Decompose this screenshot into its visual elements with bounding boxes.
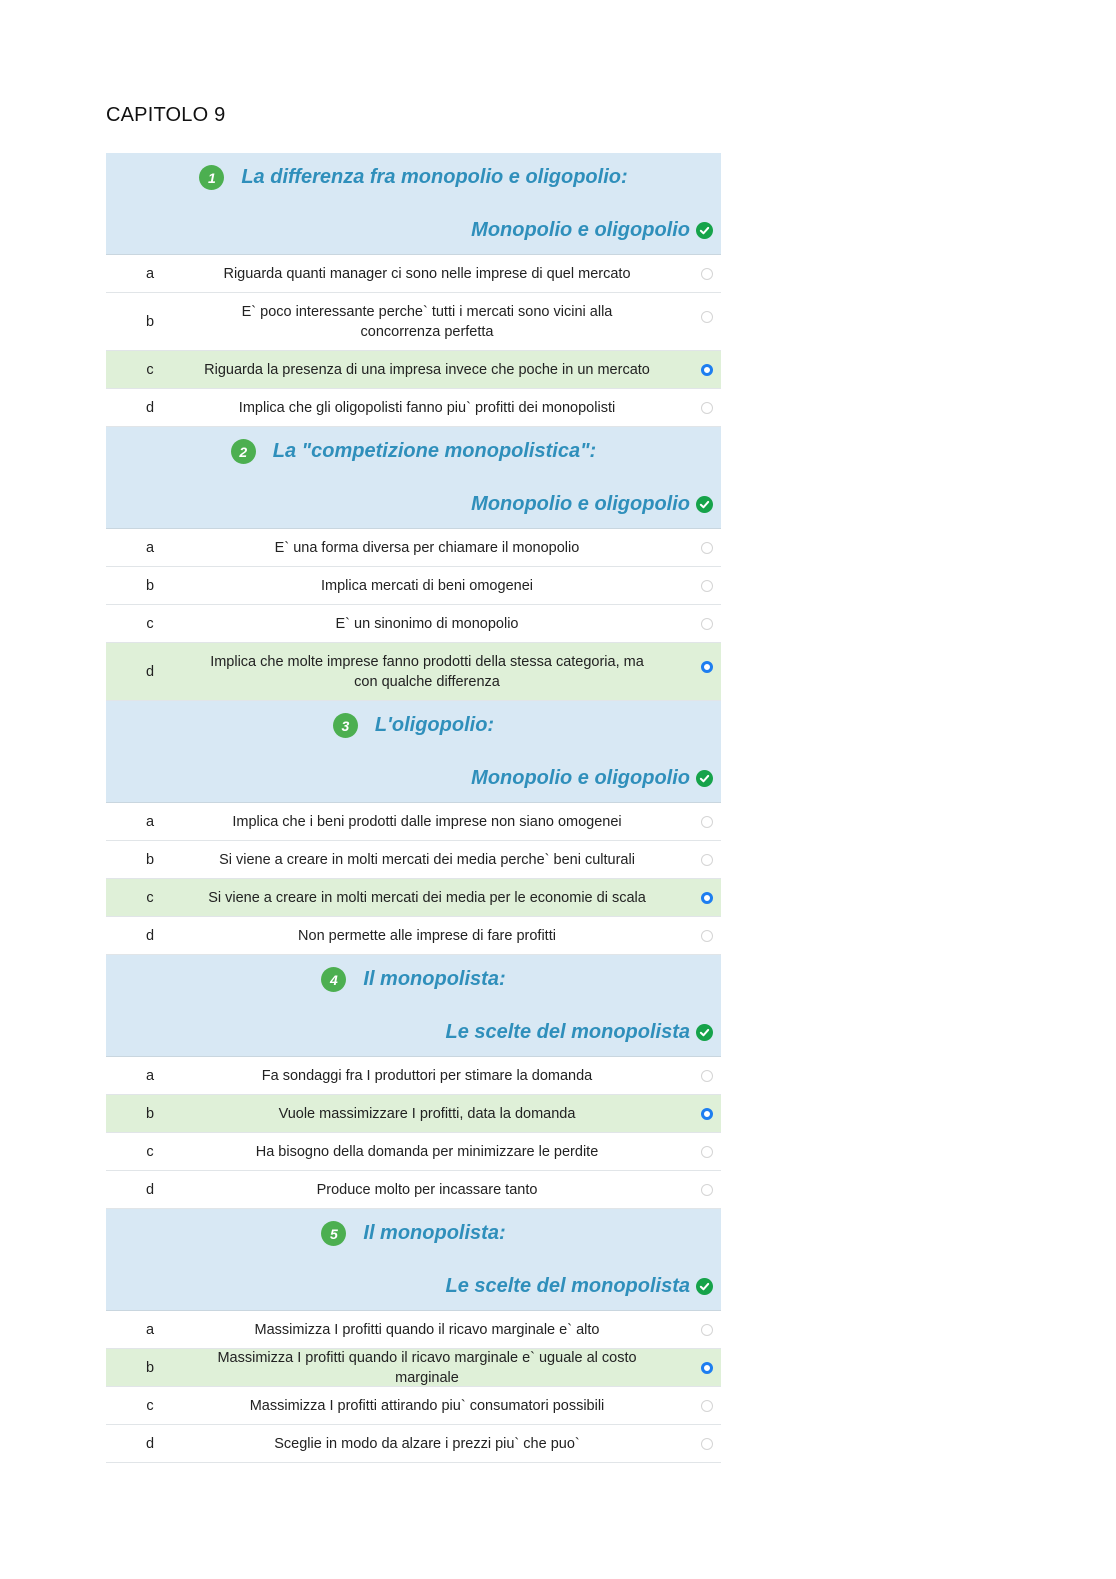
answer-letter: d: [145, 663, 155, 680]
answer-radio[interactable]: [701, 1324, 713, 1336]
answer-row[interactable]: [106, 841, 721, 879]
answer-row[interactable]: [106, 567, 721, 605]
answer-row[interactable]: [106, 1057, 721, 1095]
answer-letter: a: [145, 265, 155, 282]
question-topic: Monopolio e oligopolio: [471, 493, 690, 515]
answer-text: Si viene a creare in molti mercati dei media per le economie di scala: [208, 889, 646, 906]
answer-radio[interactable]: [701, 1438, 713, 1450]
answer-row[interactable]: [106, 529, 721, 567]
question-title: L'oligopolio:: [374, 714, 495, 736]
answer-letter: d: [145, 1435, 155, 1452]
answer-row[interactable]: [106, 389, 721, 427]
question-topic: Monopolio e oligopolio: [471, 219, 690, 241]
answer-row[interactable]: [106, 1425, 721, 1463]
answer-text: Implica che i beni prodotti dalle imprese non siano omogenei: [232, 813, 622, 830]
answer-letter: d: [145, 1181, 155, 1198]
question-header: [106, 1209, 721, 1311]
answer-text: Implica che molte imprese fanno prodotti della stessa categoria, ma con qualche differenza: [210, 653, 644, 690]
answer-radio[interactable]: [701, 816, 713, 828]
answer-letter: c: [146, 1143, 154, 1160]
question-header: [106, 701, 721, 803]
answer-letter: c: [146, 361, 154, 378]
answer-text: Sceglie in modo da alzare i prezzi piu` che puo`: [274, 1435, 580, 1452]
answer-row[interactable]: [106, 605, 721, 643]
check-circle-icon: [696, 1024, 713, 1041]
answer-row[interactable]: [106, 1311, 721, 1349]
answer-text: Produce molto per incassare tanto: [316, 1181, 538, 1198]
answer-text: Fa sondaggi fra I produttori per stimare la domanda: [261, 1067, 593, 1084]
chapter-title: CAPITOLO 9: [106, 104, 226, 126]
answer-letter: b: [145, 1359, 155, 1376]
quiz: [106, 153, 721, 1463]
answer-radio-selected[interactable]: [701, 1362, 713, 1374]
question-number-badge: 3: [333, 713, 358, 738]
question-topic: Monopolio e oligopolio: [471, 767, 690, 789]
answer-radio[interactable]: [701, 930, 713, 942]
answer-row[interactable]: [106, 1171, 721, 1209]
question-header: [106, 153, 721, 255]
answer-letter: c: [146, 889, 154, 906]
answer-text: Riguarda la presenza di una impresa invece che poche in un mercato: [204, 361, 650, 378]
answer-text: Vuole massimizzare I profitti, data la domanda: [278, 1105, 576, 1122]
answer-letter: b: [145, 1105, 155, 1122]
question-title: Il monopolista:: [363, 968, 506, 990]
question-topic: Le scelte del monopolista: [445, 1275, 690, 1297]
check-circle-icon: [696, 770, 713, 787]
check-circle-icon: [696, 222, 713, 239]
answer-text: Riguarda quanti manager ci sono nelle imprese di quel mercato: [223, 265, 631, 282]
answer-row[interactable]: [106, 255, 721, 293]
answer-letter: d: [145, 399, 155, 416]
answer-row[interactable]: [106, 1133, 721, 1171]
answer-radio-selected[interactable]: [701, 1108, 713, 1120]
question-title: La differenza fra monopolio e oligopolio:: [241, 166, 628, 188]
answer-radio-selected[interactable]: [701, 661, 713, 673]
answer-row-selected[interactable]: [106, 879, 721, 917]
answer-letter: c: [146, 615, 154, 632]
question-title: La "competizione monopolistica":: [272, 440, 597, 462]
answer-radio[interactable]: [701, 268, 713, 280]
answer-radio-selected[interactable]: [701, 364, 713, 376]
answer-radio[interactable]: [701, 402, 713, 414]
answer-row[interactable]: [106, 803, 721, 841]
answer-radio[interactable]: [701, 542, 713, 554]
answer-letter: c: [146, 1397, 154, 1414]
answer-radio[interactable]: [701, 1400, 713, 1412]
answer-row[interactable]: [106, 293, 721, 351]
question-number-badge: 1: [199, 165, 224, 190]
answer-text: E` una forma diversa per chiamare il monopolio: [274, 539, 580, 556]
answer-radio[interactable]: [701, 618, 713, 630]
answer-letter: a: [145, 813, 155, 830]
answer-radio-selected[interactable]: [701, 892, 713, 904]
answer-radio[interactable]: [701, 311, 713, 323]
answer-row-selected[interactable]: [106, 643, 721, 701]
question-number-badge: 5: [321, 1221, 346, 1246]
answer-radio[interactable]: [701, 580, 713, 592]
answer-text: E` poco interessante perche` tutti i mercati sono vicini alla concorrenza perfetta: [241, 303, 613, 340]
answer-text: Ha bisogno della domanda per minimizzare le perdite: [255, 1143, 599, 1160]
answer-text: Massimizza I profitti attirando piu` consumatori possibili: [249, 1397, 605, 1414]
answer-letter: b: [145, 313, 155, 330]
question-topic: Le scelte del monopolista: [445, 1021, 690, 1043]
answer-row[interactable]: [106, 917, 721, 955]
answer-letter: a: [145, 539, 155, 556]
answer-row-selected[interactable]: [106, 1349, 721, 1387]
question-title: Il monopolista:: [363, 1222, 506, 1244]
answer-letter: a: [145, 1067, 155, 1084]
question-header: [106, 955, 721, 1057]
answer-radio[interactable]: [701, 1184, 713, 1196]
answer-text: Implica che gli oligopolisti fanno piu` profitti dei monopolisti: [238, 399, 616, 416]
question-number-badge: 2: [231, 439, 256, 464]
question-number-badge: 4: [321, 967, 346, 992]
answer-text: Si viene a creare in molti mercati dei media perche` beni culturali: [219, 851, 635, 868]
answer-letter: b: [145, 577, 155, 594]
answer-letter: d: [145, 927, 155, 944]
answer-radio[interactable]: [701, 1146, 713, 1158]
check-circle-icon: [696, 496, 713, 513]
answer-text: Massimizza I profitti quando il ricavo marginale e` uguale al costo marginale: [217, 1349, 637, 1386]
answer-text: Implica mercati di beni omogenei: [321, 577, 533, 594]
answer-row-selected[interactable]: [106, 351, 721, 389]
check-circle-icon: [696, 1278, 713, 1295]
answer-letter: b: [145, 851, 155, 868]
answer-row[interactable]: [106, 1387, 721, 1425]
answer-radio[interactable]: [701, 1070, 713, 1082]
answer-text: E` un sinonimo di monopolio: [335, 615, 519, 632]
question-header: [106, 427, 721, 529]
answer-row-selected[interactable]: [106, 1095, 721, 1133]
answer-text: Massimizza I profitti quando il ricavo marginale e` alto: [254, 1321, 600, 1338]
answer-text: Non permette alle imprese di fare profitti: [298, 927, 556, 944]
answer-letter: a: [145, 1321, 155, 1338]
answer-radio[interactable]: [701, 854, 713, 866]
